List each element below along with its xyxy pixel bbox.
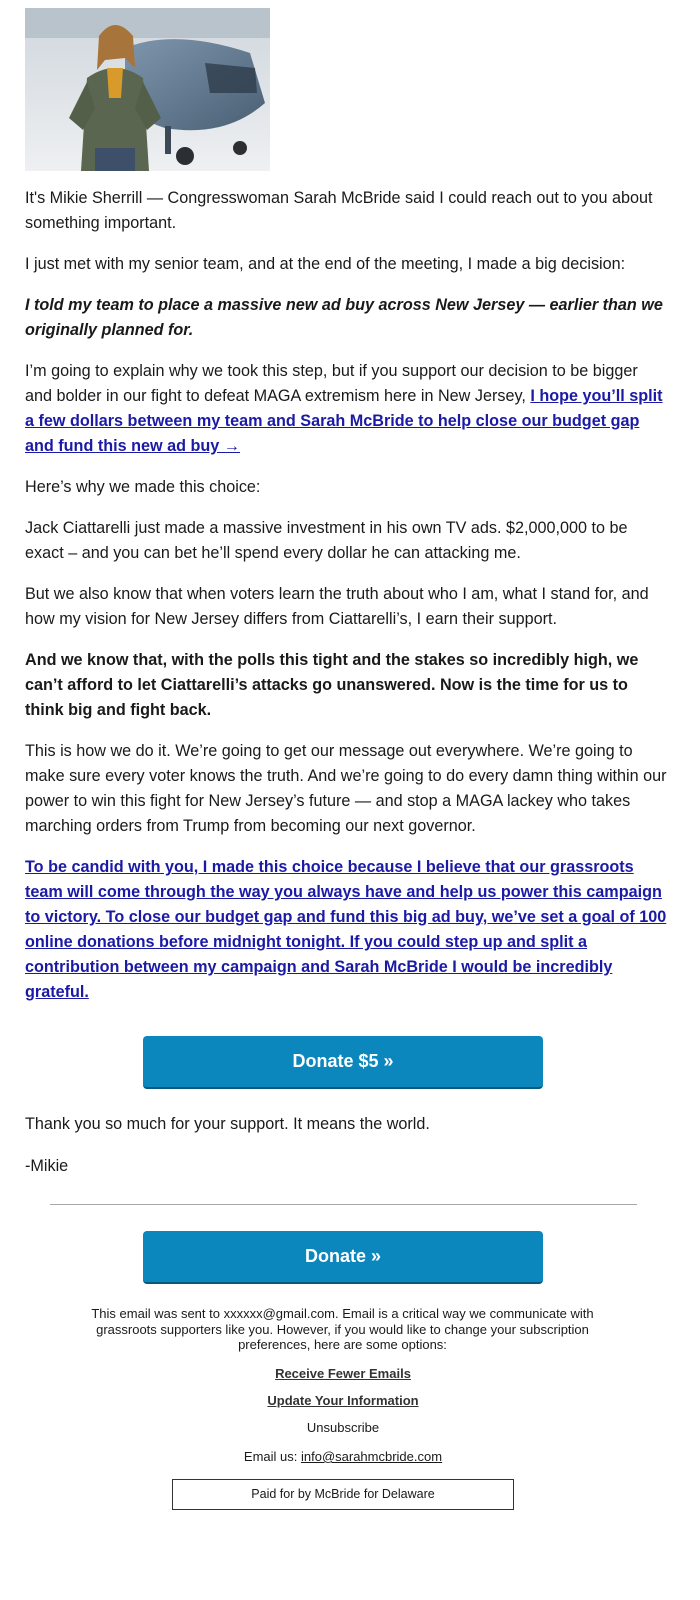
hero-photo — [25, 8, 270, 171]
subscription-notice: This email was sent to xxxxxx@gmail.com. Email is a critical way we communicate with grassroots supporters like you. However, if you would like to change your subscription preferences, here are some options: — [91, 1306, 594, 1352]
ciattarelli-paragraph: Jack Ciattarelli just made a massive investment in his own TV ads. $2,000,000 to be exact – and you can bet he’ll spend every dollar he can attacking me. — [25, 519, 628, 562]
email-us-link[interactable]: info@sarahmcbride.com — [300, 1449, 443, 1464]
split-donation-link[interactable]: I hope you’ll split a few dollars between my team and Sarah McBride to help close our budget gap and fund this new ad buy → — [25, 387, 663, 455]
intro-paragraph: It's Mikie Sherrill — Congresswoman Sarah McBride said I could reach out to you about something important. — [25, 189, 653, 232]
goal-donation-link[interactable]: To be candid with you, I made this choice because I believe that our grassroots team will come through the way you always have and help us power this campaign to victory. To close our budget gap and fund this big ad buy, we’ve set a goal of 100 online donations before midnight tonight. If you could step up and split a contribution between my campaign and Sarah McBride I would be incredibly grateful. — [25, 858, 667, 1001]
voters-paragraph: But we also know that when voters learn the truth about who I am, what I stand for, and how my vision for New Jersey differs from Ciattarelli’s, I earn their support. — [25, 585, 649, 628]
email-us-label: Email us: — [243, 1449, 301, 1464]
photo-candidate-in-hangar-icon — [25, 8, 270, 171]
fewer-emails-row — [0, 1366, 686, 1381]
decision-paragraph: I just met with my senior team, and at the end of the meeting, I made a big decision: — [25, 255, 626, 273]
update-information-link[interactable]: Update Your Information — [267, 1393, 419, 1408]
receive-fewer-emails-link[interactable]: Receive Fewer Emails — [275, 1366, 411, 1381]
signature: -Mikie — [25, 1157, 69, 1175]
why-paragraph: Here’s why we made this choice: — [25, 478, 261, 496]
unsubscribe-link[interactable]: Unsubscribe — [306, 1420, 380, 1435]
explain-paragraph — [25, 359, 667, 459]
explain-text: I’m going to explain why we took this step, but if you support our decision to be bigger and bolder in our fight to defeat MAGA extremism here in New Jersey, — [25, 362, 638, 405]
goal-paragraph — [25, 855, 667, 1005]
update-info-row — [0, 1393, 686, 1408]
donate-button[interactable]: Donate » — [143, 1231, 543, 1284]
message-body — [25, 186, 667, 1021]
divider — [50, 1204, 637, 1205]
ad-buy-paragraph: I told my team to place a massive new ad buy across New Jersey — earlier than we originally planned for. — [25, 296, 663, 339]
thanks-text: Thank you so much for your support. It means the world. — [25, 1115, 430, 1133]
email-us-row — [0, 1449, 686, 1464]
message-paragraph: This is how we do it. We’re going to get our message out everywhere. We’re going to make sure every voter knows the truth. And we’re going to do every damn thing within our power to win this fight for New Jersey’s future — and stop a MAGA lackey who takes marching orders from Trump from becoming our next governor. — [25, 742, 667, 835]
donate-5-button[interactable]: Donate $5 » — [143, 1036, 543, 1089]
fight-back-paragraph: And we know that, with the polls this tight and the stakes so incredibly high, we can’t afford to let Ciattarelli’s attacks go unanswered. Now is the time for us to think big and fight back. — [25, 651, 639, 719]
paid-for-disclaimer: Paid for by McBride for Delaware — [172, 1479, 514, 1510]
